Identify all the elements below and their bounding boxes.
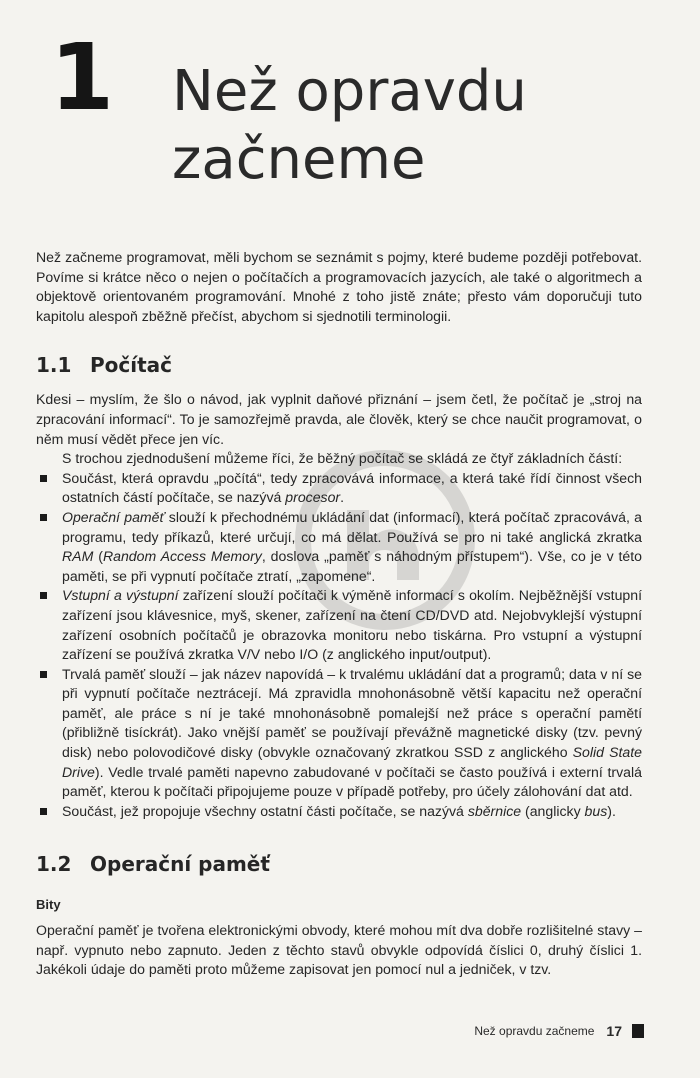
- emphasis-term: RAM: [62, 548, 94, 565]
- emphasis-term: procesor: [285, 489, 341, 506]
- section-paragraph: S trochou zjednodušení můžeme říci, že běžný počítač se skládá ze čtyř základních částí:: [62, 450, 623, 467]
- parts-list: [36, 469, 642, 822]
- list-text: .: [340, 489, 345, 506]
- chapter-number: 1: [50, 24, 115, 131]
- page-footer: [474, 1023, 644, 1039]
- list-item: [36, 802, 642, 822]
- list-text: (anglicky: [521, 802, 585, 819]
- emphasis-term: Vstupní a výstupní: [62, 587, 179, 604]
- section-paragraph: Operační paměť je tvořena elektronickými obvody, které mohou mít dva dobře rozlišitelné stavy – např. vypnuto nebo zapnuto. Jeden z těchto stavů obvykle odpovídá číslici 0, druhý číslici 1. Jakékoli údaje do paměti proto můžeme zapisovat jen pomocí nul a jedniček, v tzv.: [36, 922, 642, 978]
- list-text: (: [93, 548, 103, 565]
- page-number: 17: [606, 1023, 622, 1039]
- bullet-marker: [40, 808, 47, 815]
- chapter-title: Než opravdu začneme: [172, 59, 527, 192]
- emphasis-term: Operační paměť: [62, 508, 165, 525]
- list-text: zařízení slouží počítači k výměně informací s okolím. Nejběžnější vstupní zařízení jsou klávesnice, myš, skener, zařízení na čtení CD/DVD atd. Nejobvyklejší výstupní zařízení osobních počítačů je obrazovka monitoru nebo tiskárna. Pro vstupní a výstupní zařízení se používá zkratka V/V nebo I/O (z anglického input/output).: [62, 587, 642, 663]
- footer-square-marker: [632, 1024, 644, 1038]
- list-text: , doslova „paměť s náhodným přístupem“). Vše, co je v této paměti, se při vypnutí počítače ztratí, „zapomene“.: [62, 548, 643, 584]
- list-text: Součást, která opravdu „počítá“, tedy zpracovává informace, a která také řídí činnost všech ostatních částí počítače, se nazývá: [62, 469, 642, 506]
- section-number: 1.1: [36, 353, 72, 378]
- emphasis-term: bus: [584, 802, 608, 819]
- section-title: Počítač: [90, 353, 173, 378]
- bullet-marker: [40, 475, 47, 482]
- subheading: Bity: [36, 897, 61, 913]
- list-text: Trvalá paměť slouží – jak název napovídá – k trvalému ukládání dat a programů; data v ní se při vypnutí počítače neztrácejí. Má zpravidla mnohonásobně větší kapacitu než operační paměť, ale práce s ní je také mnohonásobně pomalejší než práce s operační pamětí (přibližně tisíckrát). Jako vnější paměť se používají převážně magnetické disky (tzv. pevný disk) nebo polovodičové disky (obvykle označovaný zkratkou SSD z anglického: [62, 665, 642, 761]
- section-paragraph: Kdesi – myslím, že šlo o návod, jak vyplnit daňové přiznání – jsem četl, že počítač je „stroj na zpracování informací“. To je samozřejmě pravda, ale člověk, který se chce naučit programovat, o něm musí vědět přece jen víc.: [36, 391, 642, 447]
- bullet-marker: [40, 592, 47, 599]
- list-text: Součást, jež propojuje všechny ostatní části počítače, se nazývá: [62, 802, 468, 819]
- bullet-marker: [40, 514, 47, 521]
- list-item: [36, 469, 642, 508]
- section-heading-1-2: [36, 851, 642, 877]
- list-item: [36, 586, 642, 664]
- intro-paragraph: Než začneme programovat, měli bychom se seznámit s pojmy, které budeme později potřebovat. Povíme si krátce něco o nejen o počítačích a programovacích jazycích, ale také o algoritmech a objektově orientovaném programování. Mnohé z toho jistě znáte; přesto vám doporučuji tuto kapitolu alespoň zběžně přečíst, abychom si sjednotili terminologii.: [36, 249, 642, 324]
- list-text: slouží k přechodnému ukládání dat (informací), která počítač zpracovává, a programu, tedy příkazů, které určují, co má dělat. Používá se pro ni také anglická zkratka: [62, 508, 642, 545]
- section-heading-1-1: [36, 352, 642, 378]
- bullet-marker: [40, 671, 47, 678]
- emphasis-term: Random Access Memory: [102, 548, 262, 565]
- list-text: ). Vedle trvalé paměti napevno zabudované v počítači se často používá i externí trvalá paměť, kterou k počítači připojujeme pouze v případě potřeby, pro účely zálohování dat atd.: [62, 763, 642, 800]
- section-title: Operační paměť: [90, 852, 270, 877]
- list-text: ).: [607, 802, 616, 819]
- emphasis-term: sběrnice: [467, 802, 522, 819]
- list-item: [36, 508, 642, 586]
- section-number: 1.2: [36, 852, 72, 877]
- running-title: Než opravdu začneme: [474, 1024, 595, 1038]
- emphasis-term: Solid State Drive: [62, 744, 642, 780]
- page-body: [36, 248, 642, 980]
- list-item: [36, 665, 642, 802]
